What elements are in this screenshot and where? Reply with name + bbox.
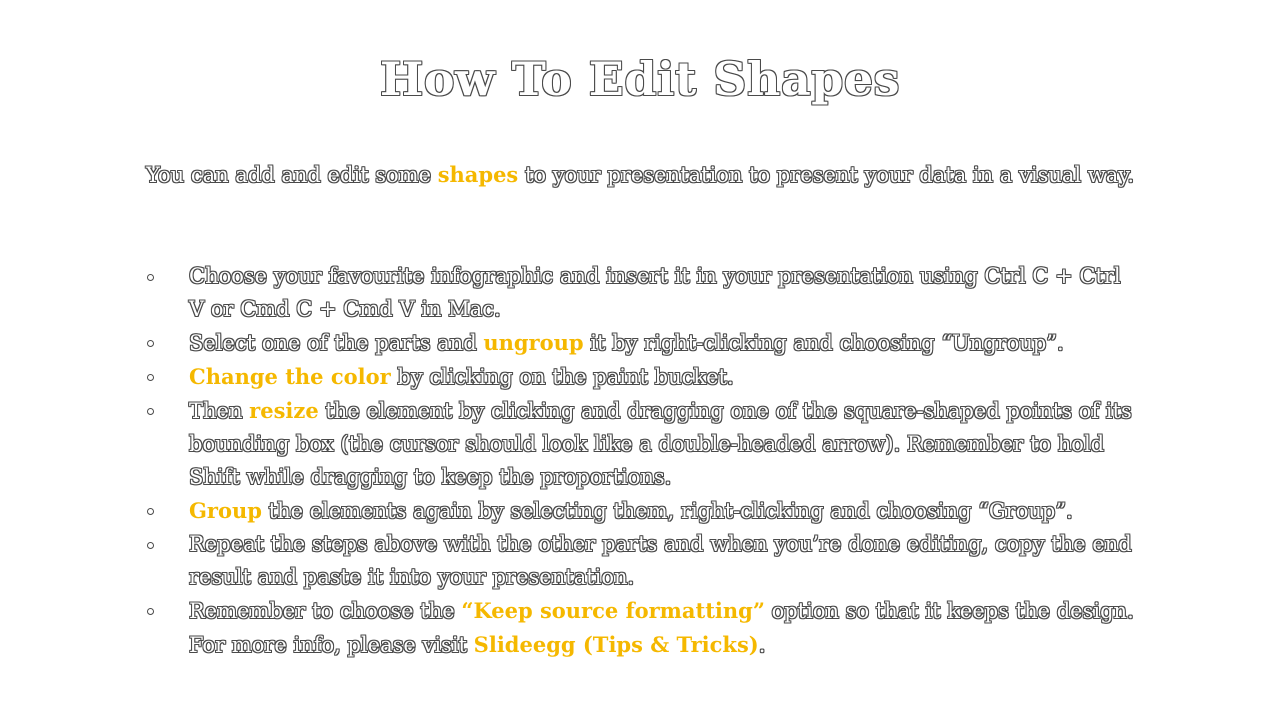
step-text-after: by clicking on the paint bucket. <box>390 365 734 389</box>
list-item <box>140 494 1140 528</box>
bullet-icon <box>147 340 154 347</box>
step-text-before: Then <box>189 399 250 423</box>
intro-text-after: to your presentation to present your data in a visual way. <box>518 163 1135 187</box>
step-text-before: Remember to choose the <box>189 599 462 623</box>
bullet-icon <box>147 542 154 549</box>
bullet-icon <box>147 274 154 281</box>
list-item <box>140 260 1140 326</box>
step-text-after: the elements again by selecting them, right-clicking and choosing “Group”. <box>261 499 1073 523</box>
step-highlight: resize <box>249 398 319 423</box>
step-text-after: it by right-clicking and choosing “Ungroup”. <box>583 331 1064 355</box>
slideegg-link[interactable]: Slideegg (Tips & Tricks) <box>473 632 759 657</box>
step-highlight: “Keep source formatting” <box>461 598 765 623</box>
list-item <box>140 360 1140 394</box>
bullet-icon <box>147 508 154 515</box>
steps-list <box>140 260 1140 662</box>
intro-text-before: You can add and edit some <box>145 163 438 187</box>
slide-title: How To Edit Shapes <box>379 52 901 106</box>
step-text-after: the element by clicking and dragging one of the square-shaped points of its bounding box (the cursor should look like a double-headed arrow). Remember to hold Shift while dragging to keep the proportions. <box>189 399 1132 489</box>
list-item <box>140 326 1140 360</box>
intro-highlight: shapes <box>437 162 519 187</box>
step-text: Choose your favourite infographic and insert it in your presentation using Ctrl C + Ctrl V or Cmd C + Cmd V in Mac. <box>189 264 1121 321</box>
step-text-before: Select one of the parts and <box>189 331 484 355</box>
intro-paragraph <box>0 160 1280 190</box>
step-text: Repeat the steps above with the other parts and when you’re done editing, copy the end result and paste it into your presentation. <box>189 532 1132 589</box>
step-highlight: Change the color <box>189 364 391 389</box>
step-highlight: ungroup <box>483 330 584 355</box>
step-text-end: . <box>758 633 766 657</box>
list-item <box>140 394 1140 494</box>
list-item <box>140 528 1140 594</box>
list-item <box>140 594 1140 662</box>
step-highlight: Group <box>189 498 262 523</box>
bullet-icon <box>147 374 154 381</box>
step-text-after: option so that it keeps the design. For more info, please visit <box>189 599 1134 657</box>
bullet-icon <box>147 408 154 415</box>
bullet-icon <box>147 608 154 615</box>
